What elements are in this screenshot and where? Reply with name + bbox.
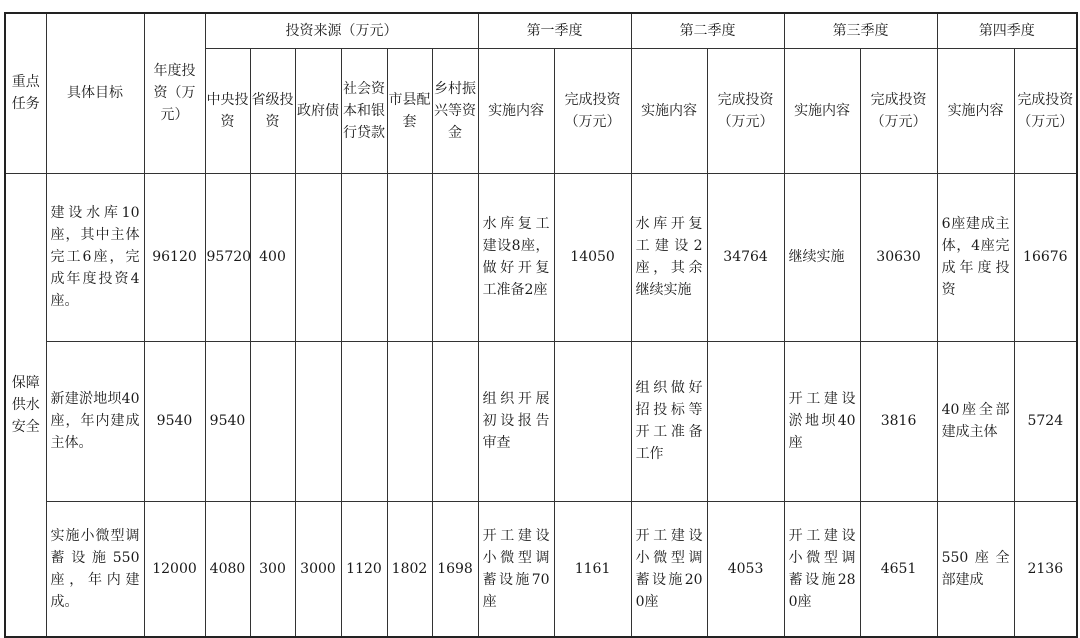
- q1-content-cell: 水库复工建设8座，做好开复工准备2座: [478, 173, 554, 341]
- header-q3: 第三季度: [784, 13, 937, 48]
- header-q1-content: 实施内容: [478, 48, 554, 173]
- annual-cell: 12000: [144, 501, 205, 637]
- q4-done-cell: 2136: [1014, 501, 1077, 637]
- header-q2-done: 完成投资（万元）: [707, 48, 784, 173]
- q1-content-cell: 开工建设小微型调蓄设施70座: [478, 501, 554, 637]
- q2-content-cell: 组织做好招投标等开工准备工作: [631, 341, 707, 501]
- central-cell: 9540: [205, 341, 250, 501]
- q4-done-cell: 16676: [1014, 173, 1077, 341]
- gov-bond-cell: [295, 173, 341, 341]
- q4-content-cell: 6座建成主体，4座完成年度投资: [937, 173, 1014, 341]
- header-provincial-investment: 省级投资: [250, 48, 295, 173]
- gov-bond-cell: 3000: [295, 501, 341, 637]
- header-target: 具体目标: [46, 13, 144, 173]
- header-q4: 第四季度: [937, 13, 1077, 48]
- q3-done-cell: 4651: [860, 501, 937, 637]
- q3-content-cell: 继续实施: [784, 173, 860, 341]
- table-row: [5, 173, 1077, 341]
- header-q1-done: 完成投资（万元）: [554, 48, 631, 173]
- task-name: 保障供水安全: [5, 173, 46, 637]
- header-rural-revitalization: 乡村振兴等资金: [432, 48, 478, 173]
- q2-content-cell: 开工建设小微型调蓄设施200座: [631, 501, 707, 637]
- q4-done-cell: 5724: [1014, 341, 1077, 501]
- city-county-cell: [387, 173, 432, 341]
- rural-cell: 1698: [432, 501, 478, 637]
- header-social-capital: 社会资本和银行贷款: [341, 48, 387, 173]
- q3-done-cell: 30630: [860, 173, 937, 341]
- header-central-investment: 中央投资: [205, 48, 250, 173]
- table-row: [5, 501, 1077, 637]
- header-q3-done: 完成投资（万元）: [860, 48, 937, 173]
- investment-plan-table: [4, 12, 1078, 638]
- q4-content-cell: 550座全部建成: [937, 501, 1014, 637]
- target-cell: 建设水库10座，其中主体完工6座，完成年度投资4座。: [46, 173, 144, 341]
- central-cell: 95720: [205, 173, 250, 341]
- q2-done-cell: 4053: [707, 501, 784, 637]
- header-q4-done: 完成投资（万元）: [1014, 48, 1077, 173]
- social-cell: [341, 341, 387, 501]
- annual-cell: 9540: [144, 341, 205, 501]
- social-cell: 1120: [341, 501, 387, 637]
- social-cell: [341, 173, 387, 341]
- header-q4-content: 实施内容: [937, 48, 1014, 173]
- header-q2: 第二季度: [631, 13, 784, 48]
- central-cell: 4080: [205, 501, 250, 637]
- header-row-1: [5, 13, 1077, 48]
- target-cell: 实施小微型调蓄设施550座，年内建成。: [46, 501, 144, 637]
- annual-cell: 96120: [144, 173, 205, 341]
- header-q1: 第一季度: [478, 13, 631, 48]
- q3-content-cell: 开工建设淤地坝40座: [784, 341, 860, 501]
- header-investment-sources: 投资来源（万元）: [205, 13, 478, 48]
- header-city-county: 市县配套: [387, 48, 432, 173]
- header-annual-investment: 年度投资（万元）: [144, 13, 205, 173]
- header-government-bond: 政府债: [295, 48, 341, 173]
- table-row: [5, 341, 1077, 501]
- header-q2-content: 实施内容: [631, 48, 707, 173]
- city-county-cell: 1802: [387, 501, 432, 637]
- q3-done-cell: 3816: [860, 341, 937, 501]
- q1-done-cell: 14050: [554, 173, 631, 341]
- provincial-cell: 400: [250, 173, 295, 341]
- provincial-cell: 300: [250, 501, 295, 637]
- q2-done-cell: 34764: [707, 173, 784, 341]
- q3-content-cell: 开工建设小微型调蓄设施280座: [784, 501, 860, 637]
- rural-cell: [432, 341, 478, 501]
- q1-content-cell: 组织开展初设报告审查: [478, 341, 554, 501]
- target-cell: 新建淤地坝40座，年内建成主体。: [46, 341, 144, 501]
- rural-cell: [432, 173, 478, 341]
- header-task: 重点任务: [5, 13, 46, 173]
- header-q3-content: 实施内容: [784, 48, 860, 173]
- q1-done-cell: 1161: [554, 501, 631, 637]
- q2-done-cell: [707, 341, 784, 501]
- q1-done-cell: [554, 341, 631, 501]
- q4-content-cell: 40座全部建成主体: [937, 341, 1014, 501]
- q2-content-cell: 水库开复工建设2座，其余继续实施: [631, 173, 707, 341]
- provincial-cell: [250, 341, 295, 501]
- gov-bond-cell: [295, 341, 341, 501]
- city-county-cell: [387, 341, 432, 501]
